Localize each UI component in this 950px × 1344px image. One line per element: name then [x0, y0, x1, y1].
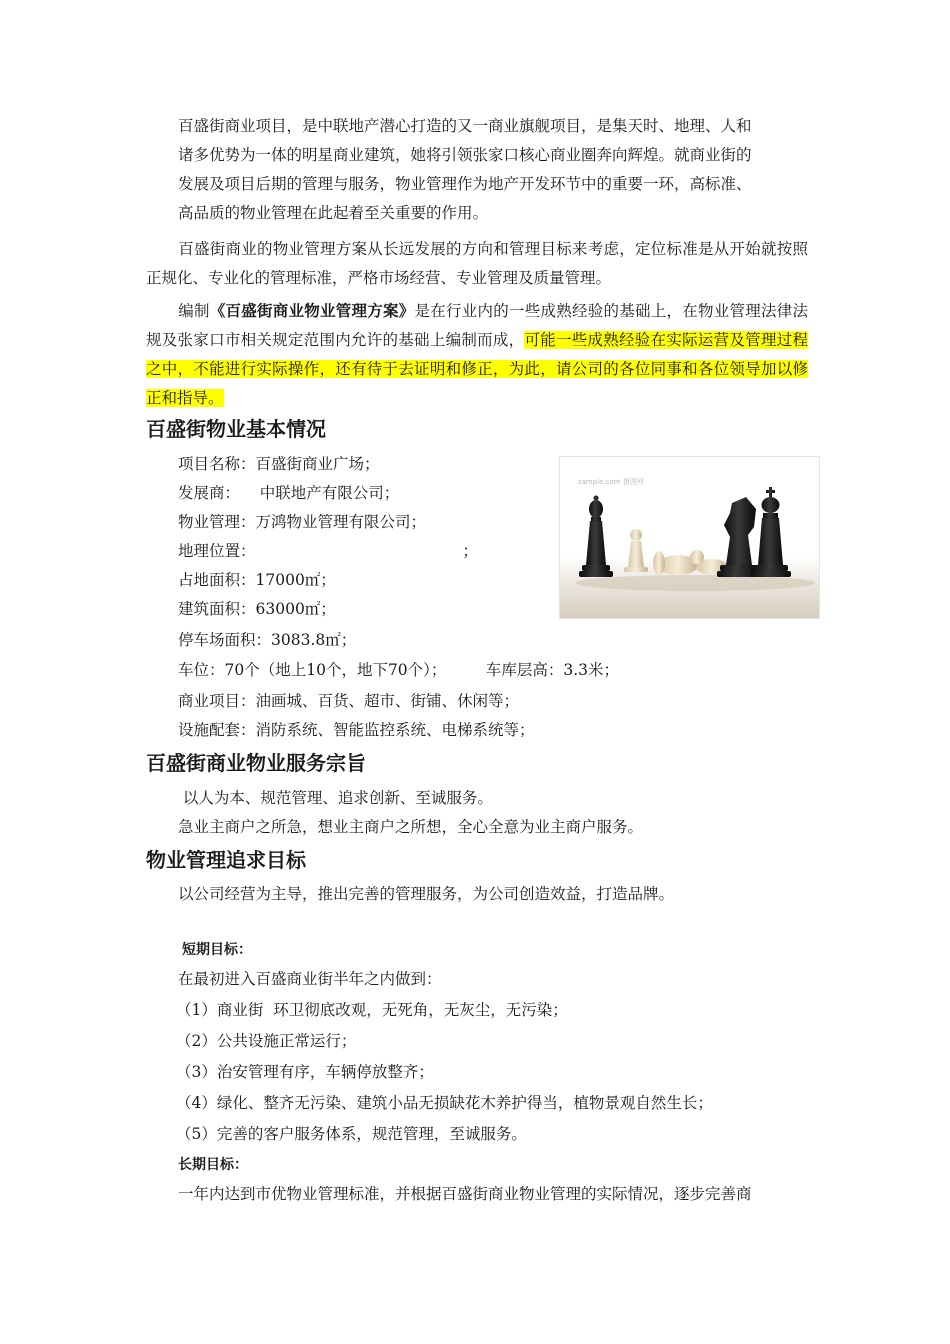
info-developer: 发展商： 中联地产有限公司； [178, 484, 400, 502]
goals-intro: 以公司经营为主导，推出完善的管理服务，为公司创造效益，打造品牌。 [178, 885, 675, 903]
info-project-name: 项目名称：百盛街商业广场； [178, 455, 380, 473]
info-parking-area: 停车场面积：3083.8㎡； [178, 631, 357, 649]
info-facilities: 设施配套：消防系统、智能监控系统、电梯系统等； [178, 721, 535, 739]
info-business-types: 商业项目：油画城、百货、超市、街铺、休闲等； [178, 692, 520, 710]
highlighted-text: 可能一些成熟经验在实际运营及管理过程之中，不能进行实际操作，还有待于去证明和修正，为此，请公司的各位同事和各位领导加以修正和指导。 [146, 331, 808, 407]
short-term-goal-label: 短期目标： [182, 942, 252, 958]
intro-p1-line-1: 百盛街商业项目，是中联地产潜心打造的又一商业旗舰项目，是集天时、地理、人和 [178, 117, 752, 135]
intro-p1-line-3: 发展及项目后期的管理与服务，物业管理作为地产开发环节中的重要一环，高标准、 [178, 175, 752, 193]
info-land-area: 占地面积：17000㎡； [178, 571, 336, 589]
intro-p1-line-2: 诸多优势为一体的明星商业建筑，她将引领张家口核心商业圈奔向辉煌。就商业街的 [178, 146, 752, 164]
intro-p3-lead: 编制 [178, 302, 210, 320]
long-term-text: 一年内达到市优物业管理标准，并根据百盛街商业物业管理的实际情况，逐步完善商 [178, 1185, 752, 1203]
info-location: 地理位置： ； [178, 542, 478, 560]
short-term-item-3: （3）治安管理有序，车辆停放整齐； [176, 1063, 434, 1081]
service-commitment: 急业主商户之所急，想业主商户之所想，全心全意为业主商户服务。 [178, 818, 644, 836]
chess-pieces-image [559, 456, 820, 619]
image-watermark: sample.com 摄图网 [578, 478, 644, 486]
intro-p1-line-4: 高品质的物业管理在此起着至关重要的作用。 [178, 204, 489, 222]
short-term-item-5: （5）完善的客户服务体系，规范管理，至诚服务。 [176, 1125, 527, 1143]
intro-paragraph-2 [146, 235, 808, 293]
info-building-area: 建筑面积：63000㎡； [178, 600, 336, 618]
short-term-item-4: （4）绿化、整齐无污染、建筑小品无损缺花木养护得当，植物景观自然生长； [176, 1094, 713, 1112]
info-property-manager: 物业管理：万鸿物业管理有限公司； [178, 513, 427, 531]
service-motto: 以人为本、规范管理、追求创新、至诚服务。 [178, 789, 493, 807]
intro-paragraph-3 [146, 296, 808, 413]
info-parking-spaces: 车位：70个（地上10个，地下70个）； 车库层高：3.3米； [178, 661, 619, 679]
short-term-intro: 在最初进入百盛商业街半年之内做到： [178, 970, 442, 988]
section-heading-basic-info: 百盛街物业基本情况 [146, 417, 326, 441]
chess-pieces-illustration [560, 457, 819, 618]
section-heading-service-purpose: 百盛街商业物业服务宗旨 [146, 751, 366, 775]
short-term-item-2: （2）公共设施正常运行； [176, 1032, 357, 1050]
plan-title: 《百盛街商业物业管理方案》 [209, 301, 415, 320]
intro-p2-text: 百盛街商业的物业管理方案从长远发展的方向和管理目标来考虑，定位标准是从开始就按照正规化、专业化的管理标准，严格市场经营、专业管理及质量管理。 [146, 240, 808, 287]
section-heading-goals: 物业管理追求目标 [146, 848, 306, 872]
short-term-item-1: （1）商业街 环卫彻底改观，无死角，无灰尘，无污染； [176, 1001, 568, 1019]
intro-p3-body: 是在行业内的一些成熟经验的基础上，在物业管理法律法规及张家口市相关规定范围内允许的基础上编制而成， [146, 302, 808, 349]
long-term-goal-label: 长期目标： [178, 1157, 248, 1173]
